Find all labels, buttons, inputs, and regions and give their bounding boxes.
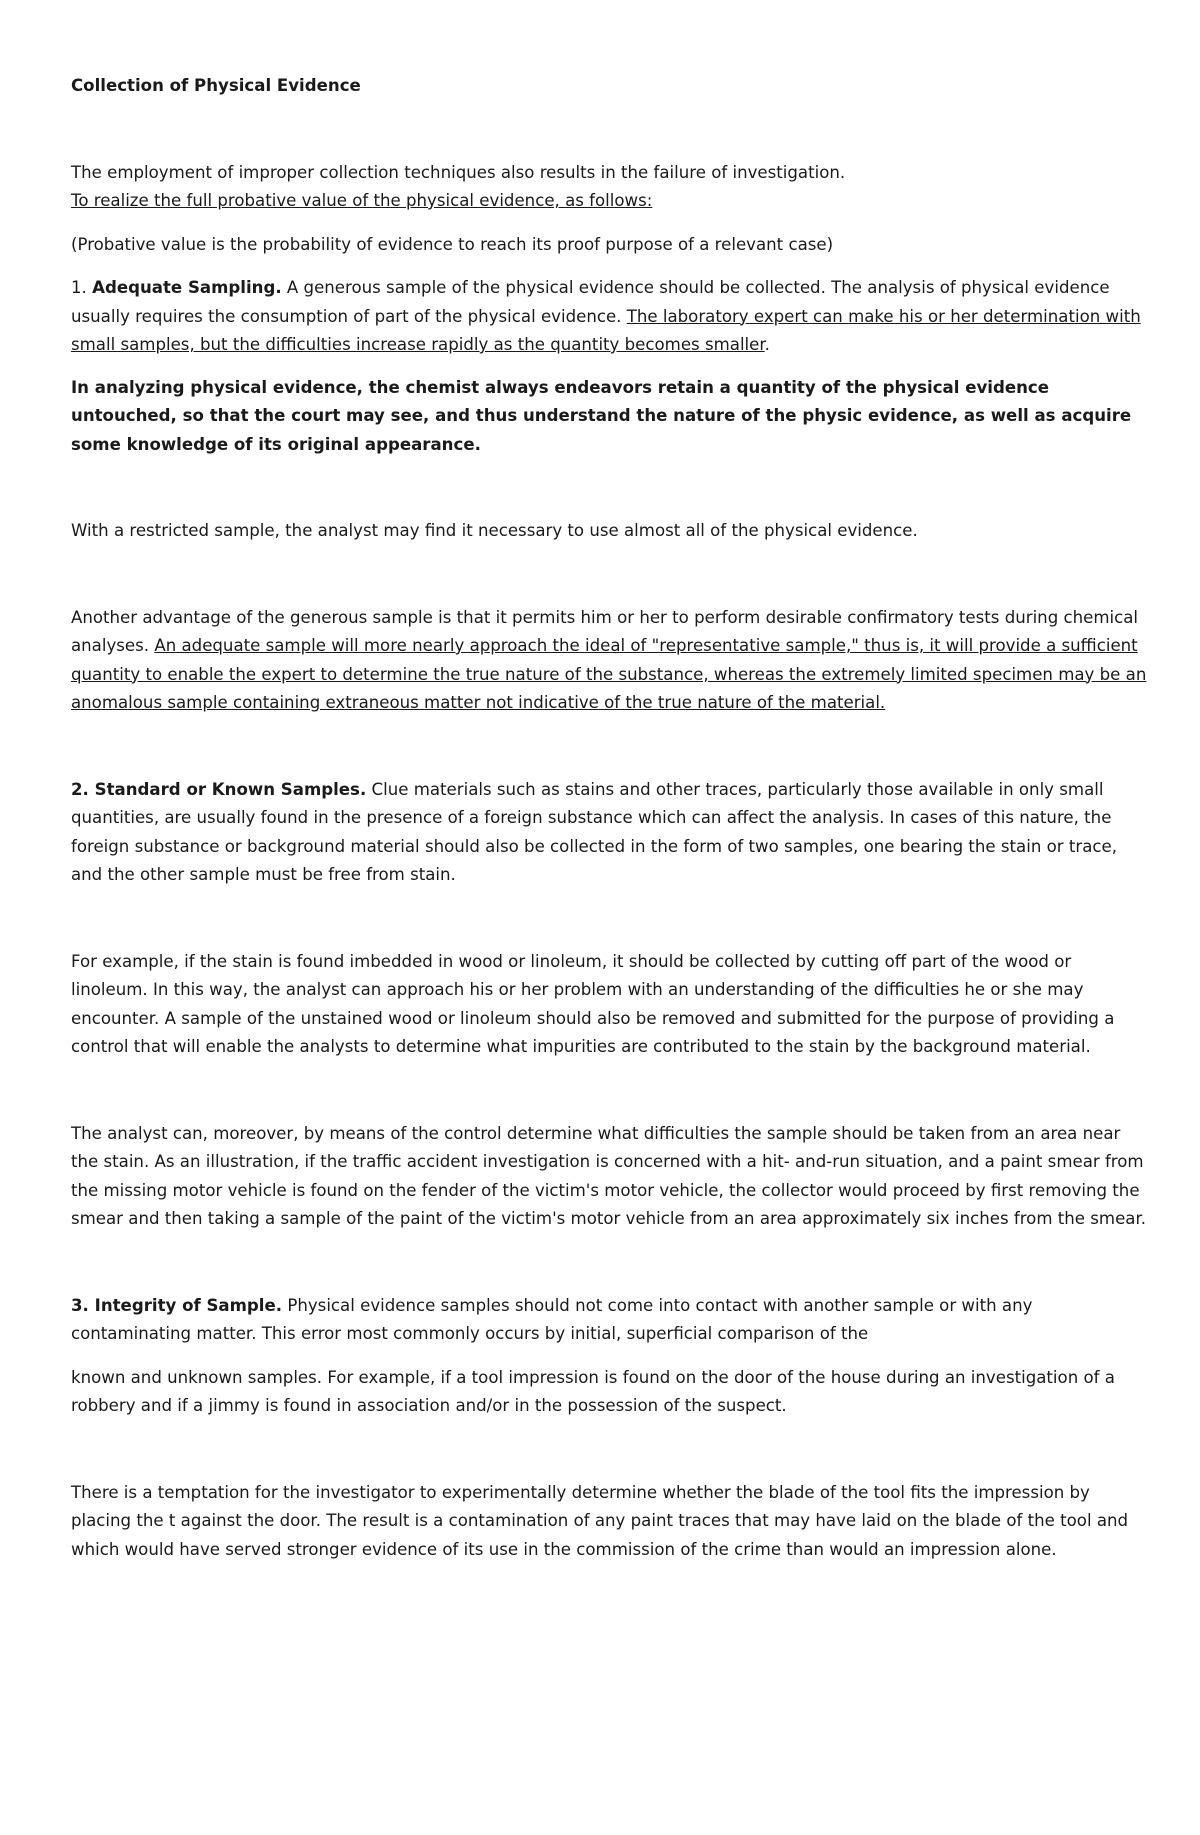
section-2-label: [71, 780, 366, 799]
realize-heading: To realize the full probative value of the physical evidence, as follows:: [71, 191, 653, 210]
bold-paragraph-text: In analyzing physical evidence, the chemist always endeavors retain a quantity of the physical evidence untouched, so that the court may see, and thus understand the nature of the physic evidence, as well as acquire some knowledge of its original appearance.: [71, 377, 1132, 454]
section-1-number: 1.: [71, 278, 87, 297]
temptation-paragraph: There is a temptation for the investigator to experimentally determine whether the blade of the tool fits the impression by placing the t against the door. The result is a contamination of any paint traces that may have laid on the blade of the tool and which would have served stronger evidence of its use in the commission of the crime than would an impression alone.: [71, 1482, 1129, 1559]
section-2-text: Clue materials such as stains and other traces, particularly those available in only small quantities, are usually found in the presence of a foreign substance which can affect the analysis. In cases of this nature, the foreign substance or background material should also be collected in the form of two samples, one bearing the stain or trace, and the other sample must be free from stain.: [71, 779, 1117, 884]
bold-paragraph: [71, 374, 1151, 460]
control-paragraph: The analyst can, moreover, by means of the control determine what difficulties the sample should be taken from an area near the stain. As an illustration, if the traffic accident investigation is concerned with a hit- and-run situation, and a paint smear from the missing motor vehicle is found on the fender of the victim's motor vehicle, the collector would proceed by first removing the smear and then taking a sample of the paint of the victim's motor vehicle from an area approximately six inches from the smear.: [71, 1123, 1147, 1228]
probative-note: (Probative value is the probability of evidence to reach its proof purpose of a relevant case): [71, 234, 834, 254]
section-1-heading: Adequate Sampling.: [92, 278, 282, 297]
advantage-underlined-text: An adequate sample will more nearly approach the ideal of "representative sample," thus is, it will provide a sufficient quantity to enable the expert to determine the true nature of the substance, whereas the extremely limited specimen may be an anomalous sample containing extraneous matter not indicative of the true nature of the material.: [71, 636, 1147, 712]
known-paragraph: known and unknown samples. For example, if a tool impression is found on the door of the house during an investigation of a robbery and if a jimmy is found in association and/or in the possession of the suspect.: [71, 1367, 1115, 1415]
section-1-text: A generous sample of the physical evidence should be collected. The analysis of physical evidence usually requires the consumption of part of the physical evidence.: [71, 278, 1110, 326]
advantage-paragraph: [71, 604, 1151, 718]
section-2-heading: Standard or Known Samples.: [94, 779, 367, 799]
section-3-label: [71, 1296, 282, 1315]
section-1-paragraph: [71, 274, 1151, 360]
section-3-text: Physical evidence samples should not come into contact with another sample or with any contaminating matter. This error most commonly occurs by initial, superficial comparison of the: [71, 1295, 1033, 1343]
section-3-number: 3.: [71, 1295, 89, 1315]
intro-paragraph: The employment of improper collection techniques also results in the failure of investigation.: [71, 162, 846, 182]
section-2-number: 2.: [71, 779, 89, 799]
example-paragraph: For example, if the stain is found imbedded in wood or linoleum, it should be collected by cutting off part of the wood or linoleum. In this way, the analyst can approach his or her problem with an understanding of the difficulties he or she may encounter. A sample of the unstained wood or linoleum should also be removed and submitted for the purpose of providing a control that will enable the analysts to determine what impurities are contributed to the stain by the background material.: [71, 951, 1115, 1056]
section-3-heading: Integrity of Sample.: [94, 1295, 283, 1315]
document-page: [71, 60, 1151, 1564]
section-1-end: .: [764, 335, 770, 354]
document-title: Collection of Physical Evidence: [71, 76, 361, 95]
section-3-paragraph: [71, 1292, 1151, 1349]
restricted-paragraph: With a restricted sample, the analyst may find it necessary to use almost all of the physical evidence.: [71, 521, 918, 540]
section-1-underlined-text: The laboratory expert can make his or her determination with small samples, but the difficulties increase rapidly as the quantity becomes smaller: [71, 306, 1141, 354]
section-2-paragraph: [71, 776, 1151, 890]
advantage-text: Another advantage of the generous sample is that it permits him or her to perform desirable confirmatory tests during chemical analyses.: [71, 607, 1139, 655]
